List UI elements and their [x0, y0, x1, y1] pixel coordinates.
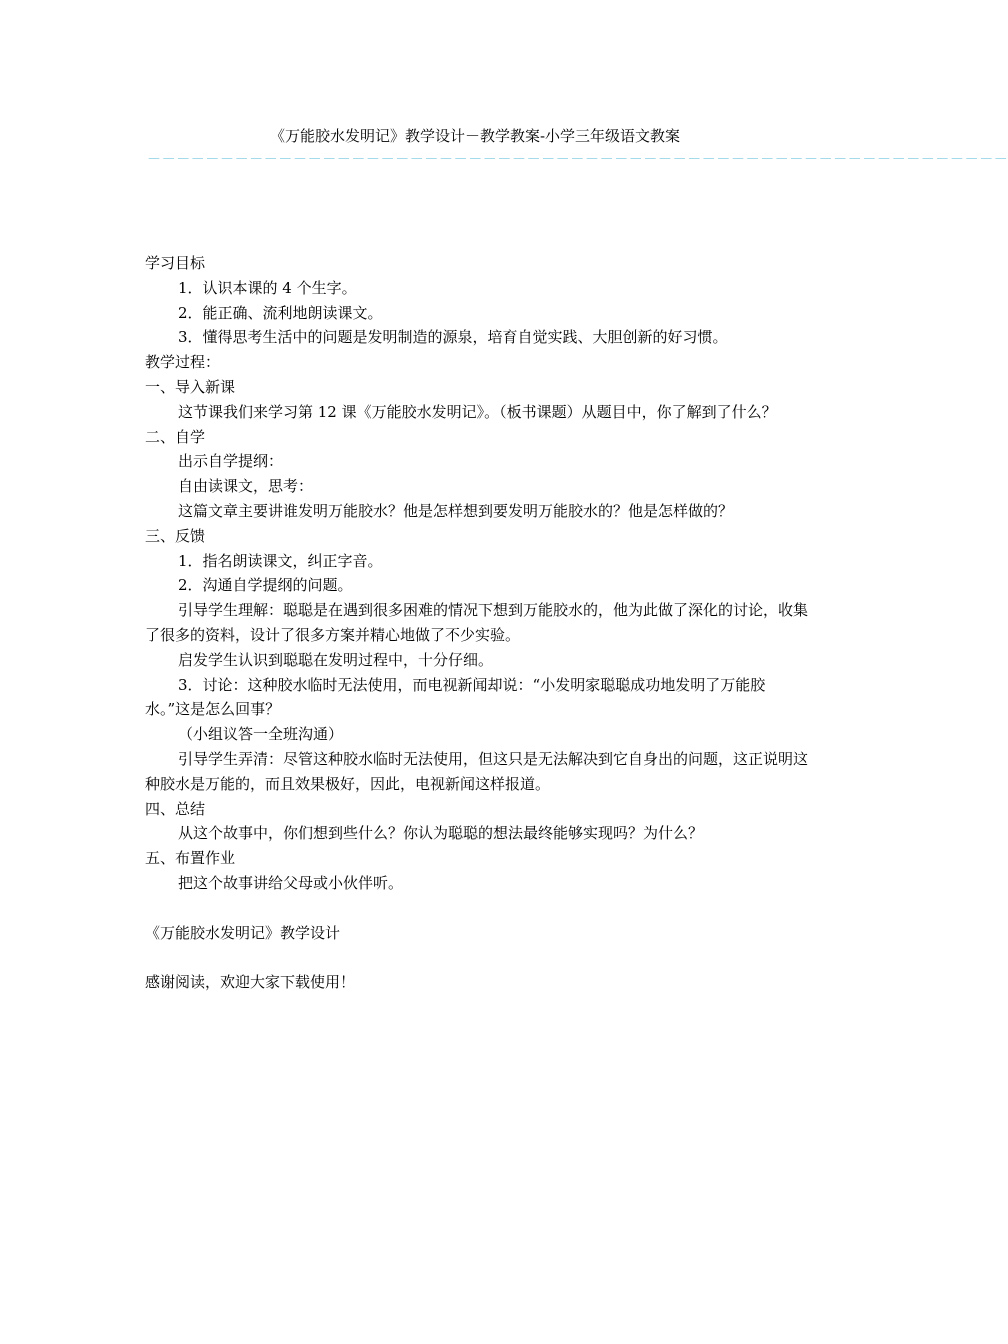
feedback-item-3: 3．讨论：这种胶水临时无法使用，而电视新闻却说：“小发明家聪聪成功地发明了万能胶水。”这是怎么回事？ [145, 675, 766, 719]
self-study-reading: 自由读课文，思考： [178, 477, 314, 496]
group-discussion-note: （小组议答一全班沟通） [178, 725, 344, 744]
section-heading-intro: 一、导入新课 [145, 377, 236, 396]
heading-learning-goals: 学习目标 [145, 254, 206, 272]
heading-teaching-process: 教学过程： [145, 353, 221, 372]
feedback-guidance: 引导学生理解：聪聪是在遇到很多困难的情况下想到万能胶水的，他为此做了深化的讨论，收集了很多的资料，设计了很多方案并精心地做了不少实验。 [145, 601, 809, 644]
feedback-clarification: 引导学生弄清：尽管这种胶水临时无法使用，但这只是无法解决到它自身出的问题，这正说明这种胶水是万能的，而且效果极好，因此，电视新闻这样报道。 [145, 749, 809, 793]
thanks-note: 感谢阅读，欢迎大家下载使用！ [145, 973, 356, 992]
document-title: 《万能胶水发明记》教学设计－教学教案-小学三年级语文教案 [269, 127, 681, 145]
section-heading-self-study: 二、自学 [145, 427, 206, 446]
feedback-item-2: 2．沟通自学提纲的问题。 [178, 576, 353, 595]
closing-title: 《万能胶水发明记》教学设计 [145, 923, 341, 942]
feedback-inspiration: 启发学生认识到聪聪在发明过程中，十分仔细。 [178, 650, 494, 669]
section-heading-feedback: 三、反馈 [145, 526, 206, 545]
section-heading-summary: 四、总结 [145, 799, 206, 818]
blank-line [145, 896, 810, 921]
self-study-questions: 这篇文章主要讲谁发明万能胶水？他是怎样想到要发明万能胶水的？他是怎样做的？ [178, 501, 734, 520]
header-divider: －－－－－－－－－－－－－－－－－－－－－－－－－－－－－－－－－－－－－－－－－－－－－－－－－－－－－－－－－－－ [147, 152, 1008, 168]
blank-line [145, 945, 810, 970]
self-study-outline: 出示自学提纲： [178, 452, 284, 471]
summary-paragraph: 从这个故事中，你们想到些什么？你认为聪聪的想法最终能够实现吗？为什么？ [178, 824, 704, 843]
section-heading-homework: 五、布置作业 [145, 849, 236, 868]
document-body [145, 251, 810, 995]
goal-item-1: 1．认识本课的 4 个生字。 [178, 278, 357, 297]
homework-paragraph: 把这个故事讲给父母或小伙伴听。 [178, 873, 404, 892]
goal-item-2: 2．能正确、流利地朗读课文。 [178, 303, 383, 322]
intro-paragraph: 这节课我们来学习第 12 课《万能胶水发明记》。（板书课题）从题目中，你了解到了什么？ [178, 402, 777, 421]
goal-item-3: 3．懂得思考生活中的问题是发明制造的源泉，培育自觉实践、大胆创新的好习惯。 [178, 328, 728, 347]
feedback-item-1: 1．指名朗读课文，纠正字音。 [178, 551, 383, 570]
